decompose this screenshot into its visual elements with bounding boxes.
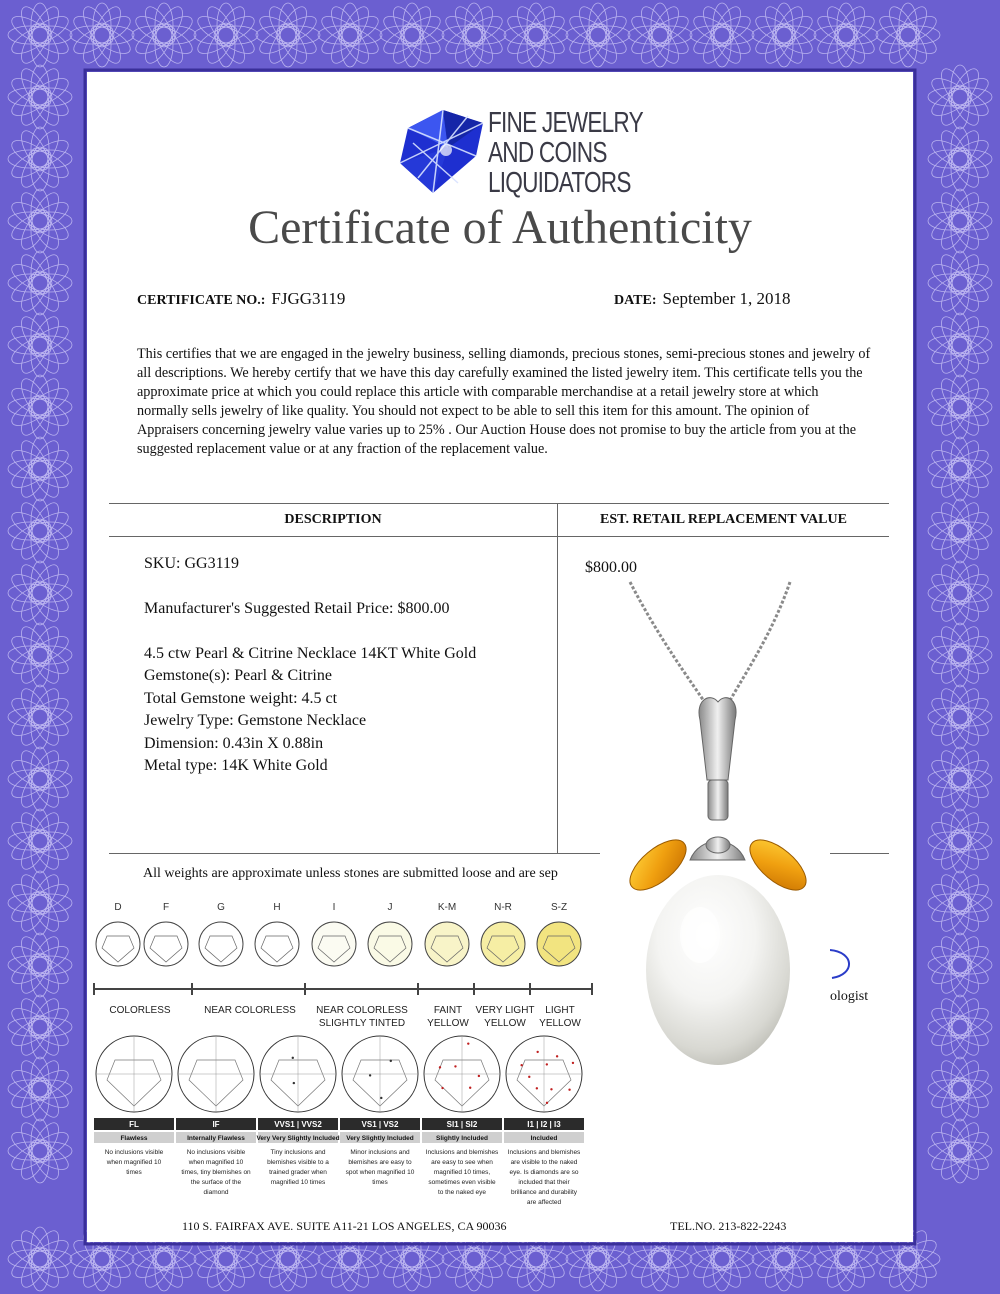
color-grade-label: S-Z xyxy=(550,902,568,913)
clarity-description: are easy to see when xyxy=(431,1159,493,1166)
item-sku: SKU: GG3119 xyxy=(144,555,239,572)
table-header-rule xyxy=(109,536,889,537)
column-header-description: DESCRIPTION xyxy=(284,512,382,527)
certificate-date-value: September 1, 2018 xyxy=(662,289,791,308)
color-group-label: NEAR COLORLESS xyxy=(316,1005,408,1016)
brand-line-3: LIQUIDATORS xyxy=(488,167,631,199)
clarity-description: to the naked eye xyxy=(437,1189,487,1196)
footer-phone: TEL.NO. 213-822-2243 xyxy=(670,1219,787,1233)
clarity-code: IF xyxy=(212,1120,220,1129)
certificate-title: Certificate of Authenticity xyxy=(248,201,752,254)
clarity-inclusion xyxy=(528,1076,530,1078)
item-line: Metal type: 14K White Gold xyxy=(144,757,328,774)
clarity-inclusion xyxy=(467,1042,469,1044)
weight-disclaimer: All weights are approximate unless stones are submitted loose and are sep xyxy=(143,866,558,881)
clarity-description: Inclusions and blemishes xyxy=(425,1149,499,1156)
clarity-description: blemishes are easy to xyxy=(348,1159,412,1166)
color-grade-label: J xyxy=(387,902,393,913)
color-grade-label: G xyxy=(217,902,225,913)
item-msrp: Manufacturer's Suggested Retail Price: $800.00 xyxy=(144,600,450,617)
color-group-label: LIGHT xyxy=(545,1005,575,1016)
clarity-description: Tiny inclusions and xyxy=(270,1149,326,1156)
clarity-description: brilliance and durability xyxy=(510,1189,578,1196)
appraiser-title-fragment: ologist xyxy=(830,989,869,1004)
color-group-label: NEAR COLORLESS xyxy=(204,1005,296,1016)
clarity-inclusion xyxy=(568,1088,570,1090)
clarity-description: No inclusions visible xyxy=(186,1149,246,1156)
clarity-inclusion xyxy=(293,1082,295,1084)
color-grade-circle xyxy=(96,922,140,966)
clarity-description: times, tiny blemishes on xyxy=(181,1169,251,1176)
color-group-label: YELLOW xyxy=(484,1018,526,1029)
table-top-rule xyxy=(109,503,889,504)
diamond-grading-chart xyxy=(92,896,602,1216)
color-group-label: SLIGHTLY TINTED xyxy=(318,1018,406,1029)
clarity-inclusion xyxy=(478,1075,480,1077)
color-grade-circle xyxy=(199,922,243,966)
pearl-citrine-pendant-image xyxy=(600,580,830,1080)
clarity-inclusion xyxy=(546,1063,548,1065)
color-group-label: YELLOW xyxy=(427,1018,469,1029)
color-grade-label: N-R xyxy=(494,902,512,913)
clarity-description: when magnified 10 xyxy=(106,1159,162,1166)
clarity-description: eye. Is diamonds are so xyxy=(509,1169,579,1176)
certificate-number xyxy=(137,289,345,309)
clarity-code: VVS1 | VVS2 xyxy=(274,1120,322,1129)
color-grade-circle xyxy=(255,922,299,966)
color-group-label: COLORLESS xyxy=(109,1005,171,1016)
clarity-inclusion xyxy=(520,1064,522,1066)
clarity-name: Very Very Slightly Included xyxy=(256,1135,340,1142)
color-grade-circle xyxy=(368,922,412,966)
item-line: Total Gemstone weight: 4.5 ct xyxy=(144,690,338,707)
clarity-description: magnified 10 times, xyxy=(433,1169,491,1176)
clarity-inclusion xyxy=(572,1062,574,1064)
item-line: Gemstone(s): Pearl & Citrine xyxy=(144,667,332,684)
color-group-label: VERY LIGHT xyxy=(475,1005,535,1016)
clarity-name: Flawless xyxy=(120,1135,148,1142)
clarity-inclusion xyxy=(369,1074,371,1076)
clarity-description: No inclusions visible xyxy=(104,1149,164,1156)
clarity-inclusion xyxy=(536,1087,538,1089)
clarity-inclusion xyxy=(441,1087,443,1089)
color-grade-label: D xyxy=(114,902,122,913)
brand-name xyxy=(488,108,643,198)
table-column-divider xyxy=(557,503,558,853)
footer-address: 110 S. FAIRFAX AVE. SUITE A11-21 LOS ANGELES, CA 90036 xyxy=(182,1219,507,1233)
clarity-code: FL xyxy=(129,1120,139,1129)
clarity-code: I1 | I2 | I3 xyxy=(527,1120,561,1129)
clarity-code: SI1 | SI2 xyxy=(446,1120,478,1129)
column-header-value: EST. RETAIL REPLACEMENT VALUE xyxy=(600,512,847,527)
clarity-inclusion xyxy=(556,1055,558,1057)
item-line: Dimension: 0.43in X 0.88in xyxy=(144,735,324,752)
clarity-description: when magnified 10 xyxy=(188,1159,244,1166)
intro-paragraph: This certifies that we are engaged in the jewelry business, selling diamonds, precious stones, semi-precious stones and jewelry of all descriptions. We hereby certify that we have this day carefully examined the listed jewelry item. This certificate tells you the approximate price at which you could replace this article with comparable merchandise at a retail jewelry store at which normally sells jewelry of like quality. You should not expect to be able to sell this item for this amount. The opinion of Appraisers concerning jewelry value varies up to 25% . Our Auction House does not promise to buy the article from you at the suggested replacement value or at any fraction of the replacement value. xyxy=(137,346,871,457)
item-line: Jewelry Type: Gemstone Necklace xyxy=(144,712,367,729)
color-group-label: FAINT xyxy=(433,1005,463,1016)
clarity-inclusion xyxy=(536,1051,538,1053)
color-grade-circle xyxy=(537,922,581,966)
clarity-inclusion xyxy=(469,1087,471,1089)
brand-line-2: AND COINS xyxy=(488,137,607,169)
clarity-description: the surface of the xyxy=(190,1179,242,1186)
color-grade-label: H xyxy=(273,902,281,913)
clarity-description: sometimes even visible xyxy=(428,1179,496,1186)
certificate-date-label: DATE: xyxy=(614,293,657,308)
color-group-label: YELLOW xyxy=(539,1018,581,1029)
clarity-name: Included xyxy=(530,1135,558,1142)
color-grade-circle xyxy=(481,922,525,966)
clarity-inclusion xyxy=(380,1097,382,1099)
clarity-description: trained grader when xyxy=(269,1169,327,1176)
certificate-number-label: CERTIFICATE NO.: xyxy=(137,293,266,308)
clarity-description: times xyxy=(372,1179,388,1186)
clarity-description: times xyxy=(126,1169,142,1176)
clarity-name: Internally Flawless xyxy=(187,1135,245,1142)
clarity-name: Very Slightly Included xyxy=(346,1135,414,1142)
diamond-logo-icon xyxy=(398,108,488,198)
clarity-inclusion xyxy=(390,1060,392,1062)
clarity-name: Slightly Included xyxy=(435,1135,489,1142)
clarity-description: included that their xyxy=(518,1179,570,1186)
color-grade-label: I xyxy=(332,902,336,913)
clarity-description: magnified 10 times xyxy=(270,1179,326,1186)
color-grade-circle xyxy=(144,922,188,966)
clarity-inclusion xyxy=(454,1065,456,1067)
color-grade-label: K-M xyxy=(437,902,457,913)
certificate-date xyxy=(614,289,790,309)
clarity-description: blemishes visible to a xyxy=(267,1159,329,1166)
color-grade-circle xyxy=(312,922,356,966)
clarity-inclusion xyxy=(292,1057,294,1059)
clarity-description: are affected xyxy=(526,1199,562,1206)
certificate-number-value: FJGG3119 xyxy=(271,289,346,308)
clarity-description: Inclusions and blemishes xyxy=(507,1149,581,1156)
item-line: 4.5 ctw Pearl & Citrine Necklace 14KT White Gold xyxy=(144,645,477,662)
clarity-inclusion xyxy=(546,1102,548,1104)
replacement-value: $800.00 xyxy=(585,559,637,576)
color-grade-label: F xyxy=(162,902,170,913)
clarity-description: Minor inclusions and xyxy=(350,1149,410,1156)
clarity-code: VS1 | VS2 xyxy=(361,1120,399,1129)
color-grade-circle xyxy=(425,922,469,966)
clarity-description: spot when magnified 10 xyxy=(345,1169,415,1176)
brand-line-1: FINE JEWELRY xyxy=(488,107,643,139)
clarity-inclusion xyxy=(439,1066,441,1068)
clarity-inclusion xyxy=(550,1088,552,1090)
clarity-description: diamond xyxy=(203,1189,229,1196)
clarity-description: are visible to the naked xyxy=(510,1159,578,1166)
